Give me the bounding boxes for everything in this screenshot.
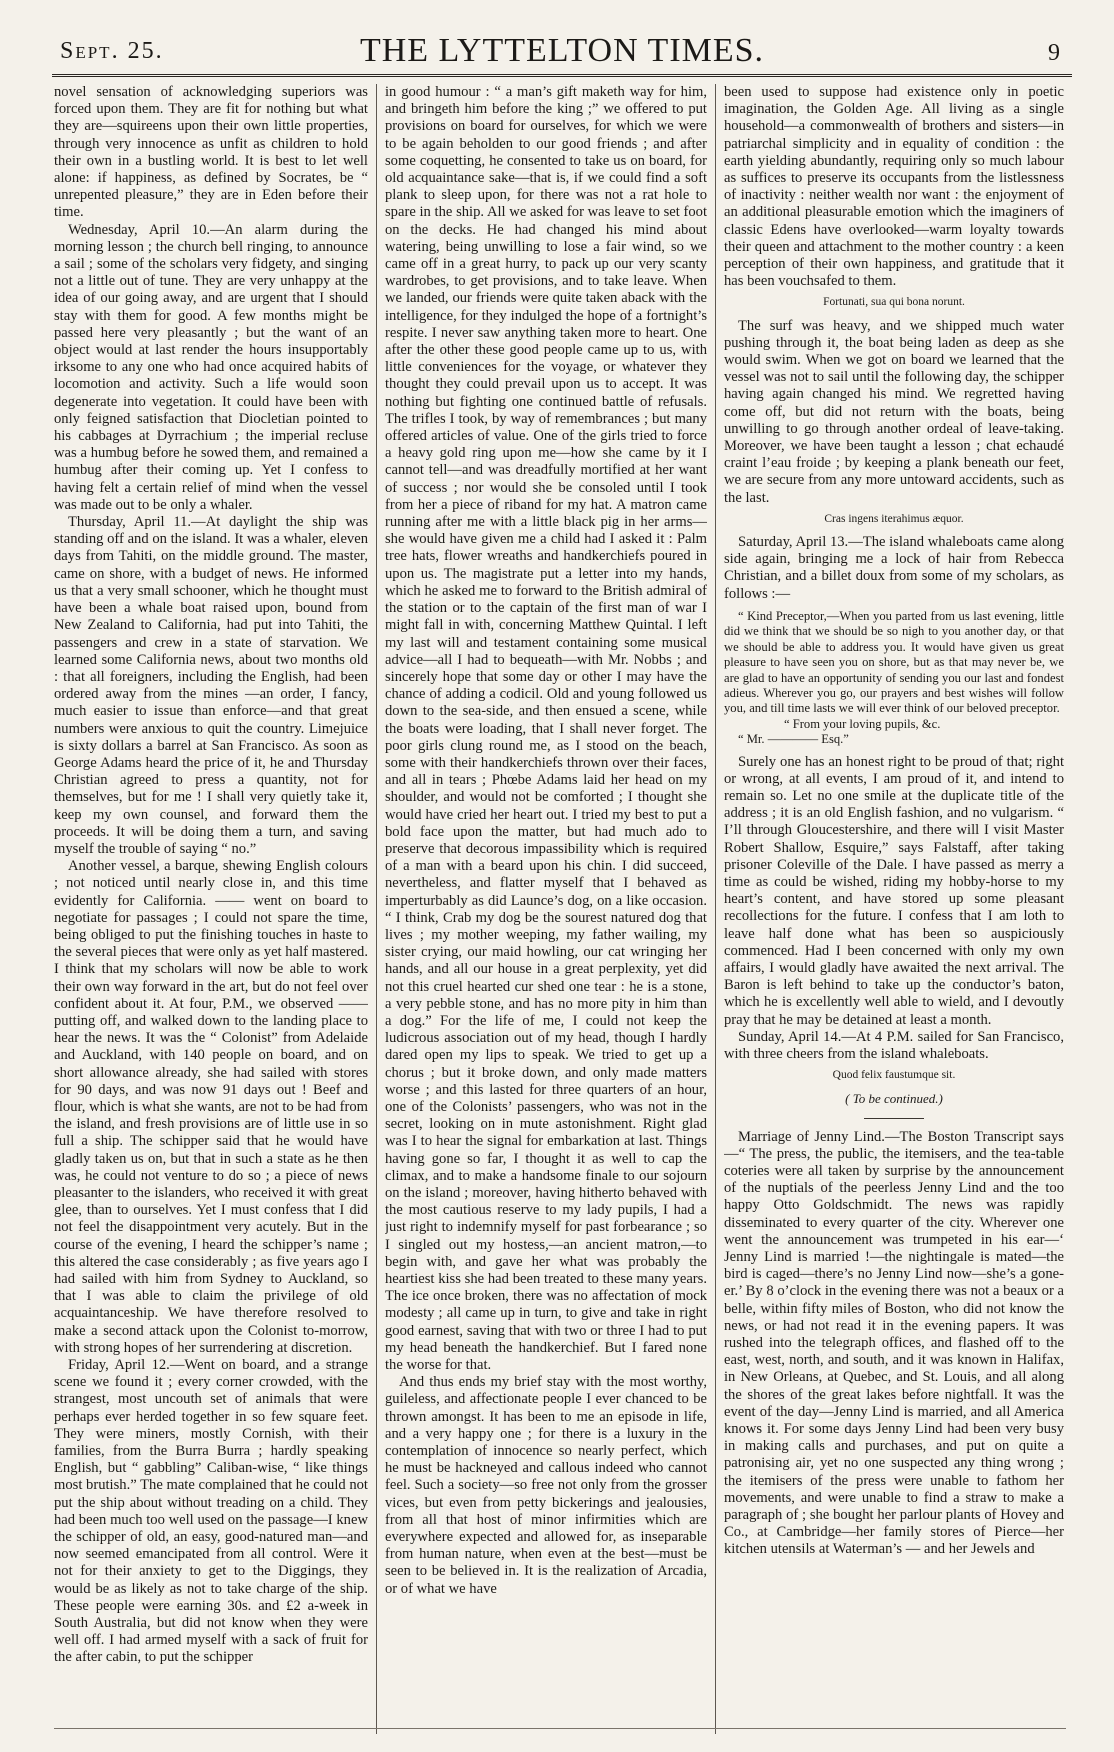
paragraph: Another vessel, a barque, shewing English colours ; not noticed until nearly close in, and this time evidently for California. —— went on board to negotiate for passages ; I could not spare the time, being obliged to put the finishing touches in haste to the several pieces that were only as yet half mastered. I think that my scholars will now be able to work their own way forward in the art, but do not feel over confident about it. At four, P.M., we observed —— putting off, and walked down to the landing place to hear the news. It was the “ Colonist” from Adelaide and Auckland, with 140 people on board, and on short allowance already, she had sailed with stores for 90 days, and was now 91 days out ! Beef and flour, which is what she wants, are not to be had from the island, and fresh provisions are of little use in so full a ship. The schipper said that he would have gladly taken us on, but that in such a state as he then was, he could not venture to do so ; a piece of news pleasanter to the islanders, who received it with great glee, than to ourselves. Yet I must confess that I did not feel the disappointment very acutely. But in the course of the evening, I heard the schipper’s name ; this altered the case considerably ; as five years ago I had sailed with him from Sydney to Auckland, so that I was able to claim the privilege of old acquaintanceship. We have therefore resolved to make a second attack upon the Colonist to-morrow, with strong hopes of her surrendering at discretion.	[54, 858, 368, 1356]
page-number: 9	[1048, 40, 1060, 66]
paragraph: Friday, April 12.—Went on board, and a strange scene we found it ; every corner crowded, with the strangest, most uncouth set of animals that were perhaps ever herded together in so few square feet. They were miners, mostly Cornish, with their families, from the Burra Burra ; hardly speaking English, but “ gabbling” Caliban-wise, “ like things most brutish.” The mate complained that he could not put the ship about without treading on a child. They had been much too well used on the passage—I knew the schipper of old, an easy, good-natured man—and now seemed emancipated from all control. Were it not for their anxiety to get to the Diggings, they would be as likely as not to take charge of the ship. These people were earning 30s. and £2 a-week in South Australia, but did not know when they were well off. I had armed myself with a sack of fruit for the after cabin, to put the schipper	[54, 1357, 368, 1666]
paragraph: Sunday, April 14.—At 4 P.M. sailed for San Francisco, with three cheers from the island whaleboats.	[724, 1028, 1064, 1062]
pupils-letter	[724, 609, 1064, 748]
masthead	[52, 30, 1072, 77]
bottom-rule	[54, 1728, 1066, 1729]
to-be-continued: ( To be continued.)	[845, 1091, 943, 1107]
letter-signature: “ From your loving pupils, &c.	[784, 716, 941, 731]
jenny-lind-article: Marriage of Jenny Lind.—The Boston Transcript says—“ The press, the public, the itemisers, and the tea-table coteries were all taken by surprise by the announcement of the nuptials of the peerless Jenny Lind and the too happy Otto Goldschmidt. The news was rapidly disseminated to every quarter of the city. Wherever one went the announcement was trumpeted in his ear—‘ Jenny Lind is married !—the nightingale is mated—the bird is caged—there’s no Jenny Lind now—she’s a gone-er.’ By 8 o’clock in the evening there was not a beaux or a belle, within fifty miles of Boston, who did not know the news, or had not read it in the evening papers. It was rushed into the telegraph offices, and flashed off to the east, west, north, and south, and it was known in Halifax, in New Orleans, at Quebec, and St. Louis, and all along the shores of the great lakes before nightfall. It was the event of the day—Jenny Lind is married, and all America knows it. For some days Jenny Lind had been very busy in making calls and purchases, and put on quite a patronising air, yet no one suspected any thing wrong ; the itemisers of the press were unable to fathom her movements, and were unable to find a straw to make a paragraph of ; she bought her parlour plants of Hovey and Co., at Cambridge—her family stores of Pierce—her kitchen utensils at Waterman’s — and her Jewels and	[724, 1128, 1064, 1558]
latin-motto: Quod felix faustumque sit.	[832, 1069, 956, 1082]
letter-address: “ Mr. ———— Esq.”	[738, 732, 849, 747]
latin-motto: Cras ingens iterahimus æquor.	[824, 512, 964, 525]
latin-motto: Fortunati, sua qui bona norunt.	[823, 296, 965, 309]
letter-body: “ Kind Preceptor,—When you parted from us last evening, little did we think that we should be so nigh to you another day, or that we should be able to address you. It would have given us great pleasure to have seen you on shore, but as that may never be, we are glad to have an opportunity of sending you our last and fondest adieus. Wherever you go, our prayers and best wishes will follow you, and till time lasts we will ever think of our beloved preceptor.	[724, 608, 1064, 716]
issue-date: Sept. 25.	[60, 38, 164, 64]
column-2	[385, 84, 707, 1716]
article-separator	[864, 1118, 924, 1119]
column-3	[724, 84, 1064, 1716]
column-1	[54, 84, 368, 1716]
paragraph: been used to suppose had existence only in poetic imagination, the Golden Age. All living as a single household—a commonwealth of brothers and sisters—in patriarchal simplicity and in equality of condition : the earth yielding abundantly, requiring only so much labour as suffices to preserve its occupants from the listlessness of inactivity : neither wealth nor want : the enjoyment of an additional pleasurable emotion which the imaginers of classic Edens have overlooked—warm loyalty towards their queen and attachment to the mother country : a keen perception of their own happiness, and gratitude that it has been vouchsafed to them.	[724, 84, 1064, 290]
paragraph: novel sensation of acknowledging superiors was forced upon them. They are fit for nothing but what they are—squireens upon their own little properties, through very innocence as unfit as children to hold their own in a bustling world. It is best to let well alone: if happiness, as defined by Socrates, be “ unrepented pleasure,” they are in Eden before their time.	[54, 84, 368, 221]
paragraph: Saturday, April 13.—The island whaleboats came along side again, bringing me a lock of hair from Rebecca Christian, and a billet doux from some of my scholars, as follows :—	[724, 534, 1064, 602]
paragraph: Thursday, April 11.—At daylight the ship was standing off and on the island. It was a whaler, eleven days from Tahiti, on the middle ground. The master, came on shore, with a budget of news. He informed us that a very small schooner, which he thought must have been a whale boat raised upon, bound from New Zealand to California, had put into Tahiti, the passengers and crew in a state of starvation. We learned some California news, about two months old : that all foreigners, including the English, had been ordered away from the mines —an order, I fancy, much easier to issue than enforce—and that great numbers were anxious to quit the country. Limejuice is sixty dollars a barrel at San Francisco. As soon as George Adams heard the price of it, he and Thursday Christian agreed to press a quantity, not for themselves, but for me ! I shall very quietly take it, keep my own counsel, and forward them the proceeds. It will be doing them a turn, and saving myself the trouble of saying “ no.”	[54, 514, 368, 857]
column-rule	[376, 84, 377, 1734]
column-rule	[715, 84, 716, 1734]
paragraph: in good humour : “ a man’s gift maketh way for him, and bringeth him before the king ;” we offered to put provisions on board for ourselves, for which we were to be again beholden to our good friends ; and after some coquetting, he consented to take us on board, for old acquaintance sake—that is, if we could find a soft plank to sleep upon, for there was not a rat hole to spare in the ship. All we asked for was leave to set foot on the decks. He had changed his mind about watering, being unwilling to lose a fair wind, so we came off in a great hurry, to pack up our very scanty wardrobes, to get provisions, and to take leave. When we landed, our friends were quite taken aback with the intelligence, for they indulged the hope of a fortnight’s respite. I never saw anything taken more to heart. One after the other these good people came up to us, with little conveniences for the voyage, or whatever they thought they could prevail upon us to accept. It was nothing but fighting one continued battle of refusals. The trifles I took, by way of remembrances ; but many offered articles of value. One of the girls tried to force a heavy gold ring upon me—how she came by it I cannot tell—and was dreadfully mortified at her want of success ; nor would she be consoled until I took from her a piece of riband for my hat. A matron came running after me with a little black pig in her arms—she would have given me a child had I asked it : Palm tree hats, flower wreaths and handkerchiefs poured in upon us. The magistrate put a letter into my hands, which he asked me to forward to the British admiral of the station or to the captain of the first man of war I might fall in with, concerning Matthew Quintal. I left my last will and testament containing some musical advice—all I had to bequeath—with Mr. Nobbs ; and sincerely hope that some day or other I may have the chance of adding a codicil. Old and young followed us down to the sea-side, and then ensued a scene, while the boats were loading, that I shall never forget. The poor girls clung round me, as I stood on the beach, some with their handkerchiefs thrown over their faces, and all in tears ; Phœbe Adams laid her head on my shoulder, and would not be comforted ; I thought she would have cried her heart out. I tried my best to put a bold face upon the matter, but had much ado to preserve that decorous impassibility which is required of a man with a beard upon his chin. I did succeed, nevertheless, and flatter myself that I behaved as imperturbably as did Launce’s dog, on a like occasion. “ I think, Crab my dog be the sourest natured dog that lives ; my mother weeping, my father wailing, my sister crying, our maid howling, our cat wringing her hands, and all our house in a great perplexity, yet did not this cruel hearted cur shed one tear : he is a stone, a very pebble stone, and has no more pity in him than a dog.” For the life of me, I could not keep the ludicrous association out of my head, though I hardly dared open my lips to speak. We tried to get up a chorus ; but it broke down, and only made matters worse ; and this lasted for three quarters of an hour, one of the Colonists’ passengers, who was not in the secret, looking on in mute astonishment. Right glad was I to hear the signal for embarkation at last. Things having gone so far, I thought it as well to cap the climax, and to make a handsome finale to our sojourn on the island ; moreover, having hitherto behaved with the most cautious reserve to my lady pupils, I had a just right to indemnify myself for past forbearance ; so I singled out my hostess,—an ancient matron,—to begin with, and gave her what was probably the heartiest kiss she had been treated to these many years. The ice once broken, there was no affectation of mock modesty ; all came up in turn, to give and take in right good earnest, saving that with two or three I had to put my head beneath the handkerchief. But I fared none the worse for that.	[385, 84, 707, 1374]
paragraph: Wednesday, April 10.—An alarm during the morning lesson ; the church bell ringing, to announce a sail ; some of the scholars very fidgety, and singing not a little out of tune. They are very unhappy at the idea of our going away, and are urgent that I should stay with them for good. A few months might be passed here very pleasantly ; but the want of an object would at last render the hours insupportably irksome to any one who had once acquired habits of locomotion and activity. Such a life would soon degenerate into vegetation. It could have been with only feigned satisfaction that Diocletian pointed to his cabbages at Dyrrachium ; the imperial recluse was a humbug before he sowed them, and remained a humbug after their coming up. Yet I confess to having felt a certain relief of mind when the vessel was made out to be only a whaler.	[54, 221, 368, 513]
paragraph: The surf was heavy, and we shipped much water pushing through it, the boat being laden as deep as she would swim. When we got on board we learned that the vessel was not to sail until the following day, the schipper having again changed his mind. We regretted having come off, but did not return with the boats, being unwilling to go through another ordeal of leave-taking. Moreover, we have been taught a lesson ; chat echaudé craint l’eau froide ; by keeping a plank beneath our feet, we are secure from any more untoward accidents, such as the last.	[724, 317, 1064, 506]
newspaper-title: THE LYTTELTON TIMES.	[359, 32, 765, 69]
paragraph: Surely one has an honest right to be proud of that; right or wrong, at all events, I am proud of it, and intend to remain so. Let no one smile at the duplicate title of the address ; it is an old English fashion, and no vulgarism. “ I’ll through Gloucestershire, and there will I visit Master Robert Shallow, Esquire,” says Falstaff, after taking prisoner Coleville of the Dale. I have passed as merry a time as could be wished, riding my hobby-horse to my heart’s content, and have stored up some pleasant recollections for the future. I confess that I am loth to leave half done what has been so auspiciously commenced. Had I been concerned with only my own affairs, I would gladly have awaited the next arrival. The Baron is left behind to take up the conductor’s baton, which he is excellently well able to wield, and I devoutly pray that he may be detained at least a month.	[724, 753, 1064, 1028]
paragraph: And thus ends my brief stay with the most worthy, guileless, and affectionate people I ever chanced to be thrown amongst. It has been to me an episode in life, and a very happy one ; for there is a luxury in the contemplation of innocence so nearly perfect, which he must be hackneyed and callous indeed who cannot feel. Such a society—so free not only from the grosser vices, but even from petty bickerings and jealousies, from all that host of minor infirmities which are everywhere expected and allowed for, as inseparable from human nature, when even at the best—must be seen to be believed in. It is the realization of Arcadia, or of what we have	[385, 1374, 707, 1597]
